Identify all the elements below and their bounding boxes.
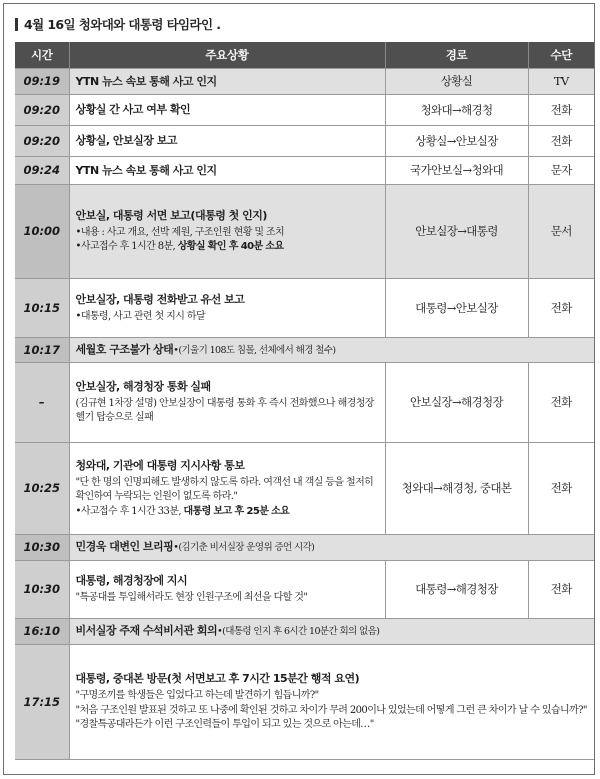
- row-main: [69, 443, 385, 535]
- row-main-span: [69, 645, 594, 760]
- row-headline: 비서실장 주재 수석비서관 회의: [75, 624, 218, 638]
- row-time: 16:10: [15, 619, 69, 645]
- row-main-span: [69, 619, 594, 645]
- row-main: YTN 뉴스 속보 통해 사고 인지: [69, 157, 385, 185]
- header-time: 시간: [15, 42, 69, 69]
- row-route: 대통령→안보실장: [385, 279, 528, 338]
- row-quote: "단 한 명의 인명피해도 발생하지 않도록 하라. 여객선 내 객실 등을 철저히 확인하여 누락되는 인원이 없도록 하라.": [75, 476, 374, 503]
- row-bullet: • 사고접수 후 1시간 8분, 상황실 확인 후 40분 소요: [76, 240, 379, 255]
- row-route: 안보실장→대통령: [385, 185, 528, 279]
- row-time: 09:20: [15, 95, 69, 126]
- row-main: [69, 185, 385, 279]
- row-note: • (기울기 108도 침몰, 선체에서 해경 철수): [173, 345, 335, 356]
- row-headline-note: (첫 서면보고 후 7시간 15분간 행적 요연): [166, 672, 360, 686]
- row-headline: 안보실장, 해경청장 통화 실패: [75, 380, 211, 394]
- row-bullet: • 내용 : 사고 개요, 선박 제원, 구조인원 현황 및 조치: [76, 226, 379, 241]
- row-route: 상황실: [385, 69, 528, 95]
- row-quote: "특공대를 투입해서라도 현장 인원구조에 최선을 다할 것": [75, 592, 308, 604]
- row-main: 상황실 간 사고 여부 확인: [69, 95, 385, 126]
- row-means: 문서: [528, 185, 594, 279]
- row-time: 10:30: [15, 561, 69, 619]
- row-means: 전화: [528, 363, 594, 443]
- table-header-row: [15, 42, 594, 69]
- row-main: [69, 561, 385, 619]
- row-time: 17:15: [15, 645, 69, 760]
- row-means: 전화: [528, 95, 594, 126]
- table-row: [15, 338, 594, 363]
- table-row: [15, 535, 594, 561]
- row-bullet-emphasis: 상황실 확인 후 40분 소요: [177, 241, 284, 253]
- table-row: [15, 645, 594, 760]
- timeline-title: [15, 14, 220, 34]
- row-quote: (김규현 1차장 설명) 안보실장이 대통령 통화 후 즉시 전화했으나 해경청장 헬기 탑승으로 실패: [75, 397, 374, 424]
- row-route: 상황실→안보실장: [385, 126, 528, 157]
- title-accent-bar: [15, 18, 18, 31]
- row-headline: 민경욱 대변인 브리핑: [75, 540, 174, 554]
- title-text: 4월 16일 청와대와 대통령 타임라인 .: [24, 17, 221, 32]
- row-main: YTN 뉴스 속보 통해 사고 인지: [69, 69, 385, 95]
- header-main: 주요상황: [69, 42, 385, 69]
- table-row: [15, 126, 594, 157]
- header-means: 수단: [528, 42, 594, 69]
- row-route: 국가안보실→청와대: [385, 157, 528, 185]
- row-note: • (대통령 인지 후 6시간 10분간 회의 없음): [217, 626, 379, 637]
- row-headline: 안보실, 대통령 서면 보고(대통령 첫 인지): [75, 209, 267, 223]
- table-row: [15, 69, 594, 95]
- table-row: [15, 157, 594, 185]
- row-main-span: [69, 338, 594, 363]
- row-time: 09:19: [15, 69, 69, 95]
- row-route: 대통령→해경청장: [385, 561, 528, 619]
- row-headline: 세월호 구조불가 상태: [75, 342, 174, 356]
- row-route: 청와대→해경청: [385, 95, 528, 126]
- table-row: [15, 185, 594, 279]
- table-row: [15, 619, 594, 645]
- row-time: 10:15: [15, 279, 69, 338]
- row-time: 09:20: [15, 126, 69, 157]
- row-route: 안보실장→해경청장: [385, 363, 528, 443]
- row-time: –: [15, 363, 69, 443]
- table-row: [15, 443, 594, 535]
- row-bullet: • 사고접수 후 1시간 33분, 대통령 보고 후 25분 소요: [76, 505, 379, 520]
- row-time: 10:30: [15, 535, 69, 561]
- row-time: 10:25: [15, 443, 69, 535]
- row-bullet-emphasis: 대통령 보고 후 25분 소요: [183, 505, 290, 517]
- row-main: [69, 279, 385, 338]
- row-time: 09:24: [15, 157, 69, 185]
- table-row: [15, 561, 594, 619]
- row-means: 문자: [528, 157, 594, 185]
- row-route: 청와대→해경청, 중대본: [385, 443, 528, 535]
- table-row: [15, 95, 594, 126]
- row-means: 전화: [528, 443, 594, 535]
- row-means: 전화: [528, 279, 594, 338]
- row-note: • (김기춘 비서실장 운영위 증언 시각): [173, 542, 314, 553]
- row-bullet: • 대통령, 사고 관련 첫 지시 하달: [76, 310, 379, 325]
- row-headline: 안보실장, 대통령 전화받고 유선 보고: [75, 292, 245, 306]
- row-time: 10:17: [15, 338, 69, 363]
- row-quote: "처음 구조인원 발표된 것하고 또 나중에 확인된 것하고 차이가 무려 200이나 있었는데 어떻게 그런 큰 차이가 날 수 있습니까?": [75, 704, 587, 716]
- row-headline: 청와대, 기관에 대통령 지시사항 통보: [75, 458, 245, 472]
- row-means: 전화: [528, 561, 594, 619]
- table-row: [15, 279, 594, 338]
- timeline-panel: [3, 3, 595, 775]
- row-means: TV: [528, 69, 594, 95]
- table-row: [15, 363, 594, 443]
- row-main-span: [69, 535, 594, 561]
- row-headline: 대통령, 해경청장에 지시: [75, 574, 188, 588]
- row-headline: 대통령, 중대본 방문(첫 서면보고 후 7시간 15분간 행적 요연): [75, 672, 360, 686]
- row-main: 상황실, 안보실장 보고: [69, 126, 385, 157]
- row-means: 전화: [528, 126, 594, 157]
- row-time: 10:00: [15, 185, 69, 279]
- row-quote: "구명조끼를 학생들은 입었다고 하는데 발견하기 힘듭니까?": [75, 690, 319, 702]
- header-route: 경로: [385, 42, 528, 69]
- row-quote: "경찰특공대라든가 이런 구조인력들이 투입이 되고 있는 것으로 아는데…": [75, 719, 374, 731]
- timeline-table: [15, 42, 594, 760]
- row-main: [69, 363, 385, 443]
